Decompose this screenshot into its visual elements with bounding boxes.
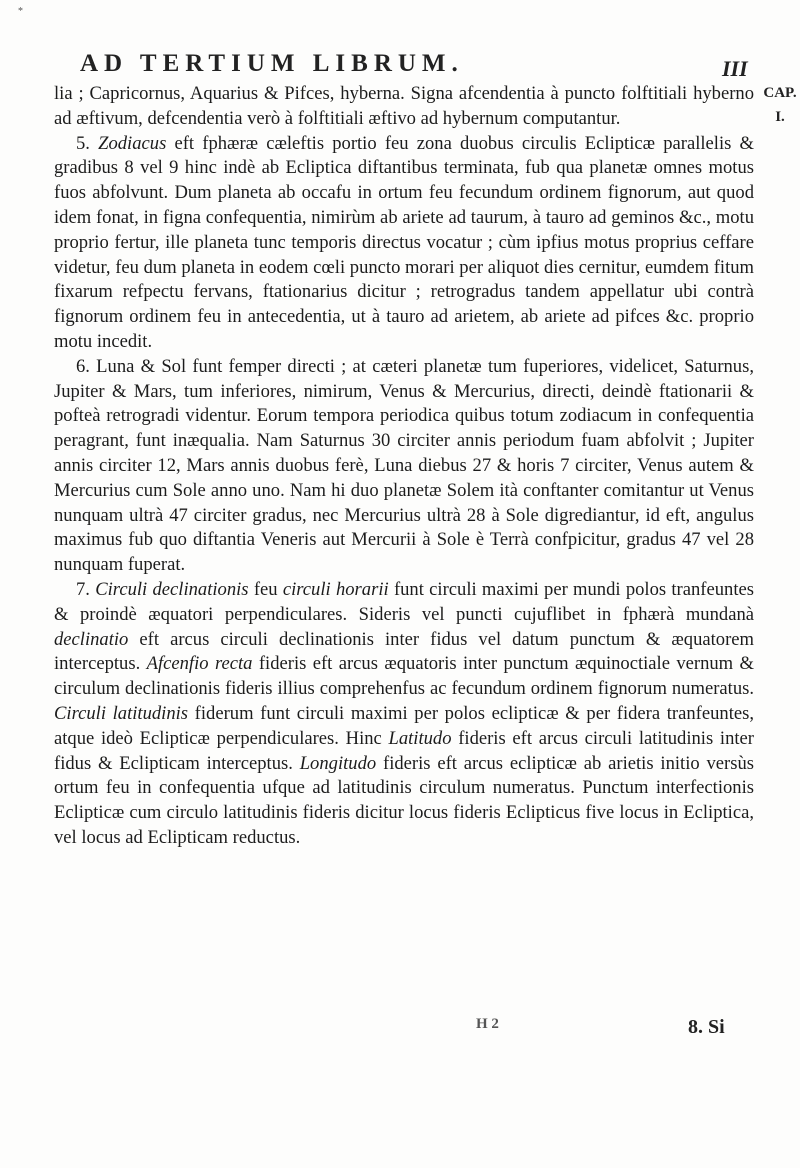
paragraph-7-circles [54,578,754,851]
body-text [54,82,754,851]
paragraph-number: 7. [76,578,96,600]
paragraph-text: fideris eft arcus æquatoris inter punctum æquinoctiale vernum & circulum declinationis fideris illius comprehenfus ac fecundum ordinem fignorum numeratus. [54,653,754,700]
paragraph-5-zodiacus [54,132,754,355]
defined-term: circuli horarii [282,578,389,600]
page-footer [0,1016,800,1046]
paragraph-text: fideris eft arcus eclipticæ ab arietis initio versùs ortum feu in confequentia ufque ad latitudinis circulum numeratus. Punctum interfectionis Eclipticæ cum circulo latitudinis fideris dicitur locus fideris Eclipticus five locus in Ecliptica, vel locus ad Eclipticam reductus. [54,752,754,848]
defined-term: declinatio [54,628,129,650]
paragraph-text: 6. Luna & Sol funt femper directi ; at cæteri planetæ tum fuperiores, videlicet, Saturnus, Jupiter & Mars, tum inferiores, nimirum, Venus & Mercurius, directi, deindè ftationarii & pofteà retrogradi videntur. Eorum tempora periodica quibus totum zodiacum in confequentia peragrant, funt inæqualia. Nam Saturnus 30 circiter annis periodum fuam abfolvit ; Jupiter annis circiter 12, Mars annis duobus ferè, Luna diebus 27 & horis 7 circiter, Venus autem & Mercurius cum Sole anno uno. Nam hi duo planetæ Solem ità conftanter comitantur ut Venus nunquam ultrà 47 circiter gradus, nec Mercurius ultrà 28 à Sole digrediantur, id eft, angulus maximus fub quo diftantia Veneris aut Mercurii à Sole è Terrà confpicitur, gradus 47 vel 28 nunquam fuperat. [54,355,754,576]
paragraph-text: eft arcus circuli declinationis inter fidus vel datum punctum & æquatorem interceptus. [54,628,754,675]
paragraph-seasons [54,82,754,132]
catchword: 8. Si [688,1016,725,1038]
corner-mark: * [18,6,23,17]
defined-term: Circuli declinationis [95,578,249,600]
defined-term: Latitudo [388,727,452,749]
paragraph-number: 5. [76,132,99,154]
margin-note-cap: CAP. [763,85,797,101]
defined-term: Afcenfio recta [146,653,253,675]
defined-term: Zodiacus [98,132,167,154]
page-number: III [722,56,748,81]
defined-term: Circuli latitudinis [54,702,189,724]
paragraph-text: eft fphæræ cæleftis portio feu zona duobus circulis Eclipticæ parallelis & gradibus 8 vel 9 hinc indè ab Ecliptica diftantibus terminata, fub qua planetæ omnes motus fuos abfolvunt. Dum planeta ab occafu in ortum feu fecundum ordinem fignorum, aut quod idem fonat, in figna confequentia, nimirùm ab ariete ad taurum, à tauro ad geminos &c., motu proprio fertur, ille planeta tunc temporis directus vocatur ; cùm ipfius motus proprius ceffare videtur, feu dum planeta in eodem cœli puncto morari per aliquot dies cernitur, eumdem fitum fixarum refpectu fervans, ftationarius dicitur ; retrogradus tandem appellatur ubi contrà fignorum ordinem feu in antecedentia, ut à tauro ad arietem, ab ariete ad pifces &c. proprio motu incedit. [54,132,754,352]
paragraph-text: lia ; Capricornus, Aquarius & Pifces, hyberna. Signa afcendentia à puncto folftitiali hyberno ad æftivum, defcendentia verò à folftitiali æftivo ad hybernum computantur. [54,83,754,129]
margin-note-number: I. [775,109,785,125]
signature-mark: H 2 [476,1016,499,1032]
paragraph-text: fiderum funt circuli maximi per polos eclipticæ & per fidera tranfeuntes, atque ideò Eclipticæ perpendiculares. Hinc [54,702,754,749]
paragraph-6-planets [54,355,754,578]
defined-term: Longitudo [299,752,377,774]
paragraph-text: fideris eft arcus circuli latitudinis inter fidus & Eclipticam interceptus. [54,727,754,774]
paragraph-text: funt circuli maximi per mundi polos tranfeuntes & proindè æquatori perpendiculares. Sideris vel puncti cujuflibet in fphærà mundanà [54,578,754,625]
paragraph-text: feu [248,578,283,600]
running-head: AD TERTIUM LIBRUM. [80,50,464,77]
